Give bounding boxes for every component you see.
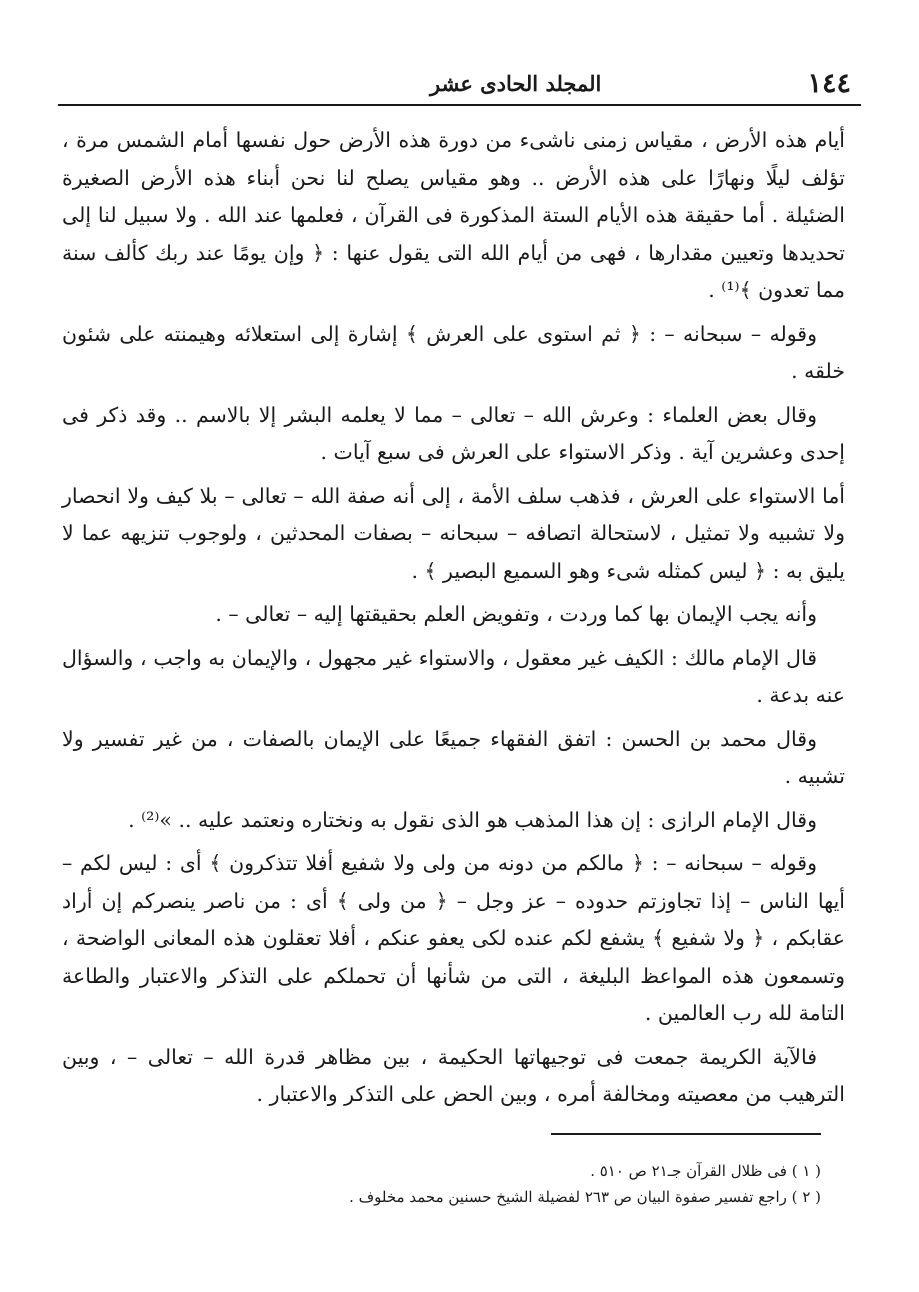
paragraph: فالآية الكريمة جمعت فى توجيهاتها الحكيمة ، بين مظاهر قدرة الله – تعالى – ، وبين الترهيب من معصيته ومخالفة أمره ، وبين الحض على التذكر والاعتبار . bbox=[62, 1044, 845, 1106]
footnotes bbox=[62, 1158, 821, 1210]
paragraph: أما الاستواء على العرش ، فذهب سلف الأمة ، إلى أنه صفة الله – تعالى – بلا كيف ولا انحصار ولا تشبيه ولا تمثيل ، لاستحالة اتصافه – سبحانه – بصفات المحدثين ، ولوجوب تنزيهه عما لا يليق به : ﴿ ليس كمثله شىء وهو السميع البصير ﴾ . bbox=[62, 483, 845, 583]
paragraph: وقوله – سبحانه – : ﴿ مالكم من دونه من ولى ولا شفيع أفلا تتذكرون ﴾ أى : ليس لكم – أيها الناس – إذا تجاوزتم حدوده – عز وجل – ﴿ من ولى ﴾ أى : من ناصر ينصركم إن أراد عقابكم ، ﴿ ولا شفيع ﴾ يشفع لكم عنده لكى يعفو عنكم ، أفلا تعقلون هذه المعانى الواضحة ، وتسمعون هذه المواعظ البليغة ، التى من شأنها أن تحملكم على التذكر والاعتبار والطاعة التامة لله رب العالمين . bbox=[62, 851, 845, 1025]
paragraph: قال الإمام مالك : الكيف غير معقول ، والاستواء غير مجهول ، والإيمان به واجب ، والسؤال عنه بدعة . bbox=[62, 645, 845, 707]
footnote-separator bbox=[551, 1133, 821, 1135]
page-header bbox=[60, 66, 859, 102]
footnote: ( ١ ) فى ظلال القرآن جـ٢١ ص ٥١٠ . bbox=[590, 1162, 821, 1180]
header-rule bbox=[58, 104, 861, 106]
main-text bbox=[62, 122, 845, 1120]
footnote: ( ٢ ) راجع تفسير صفوة البيان ص ٢٦٣ لفضيلة الشيخ حسنين محمد مخلوف . bbox=[349, 1188, 821, 1206]
paragraph: وأنه يجب الإيمان بها كما وردت ، وتفويض العلم بحقيقتها إليه – تعالى – . bbox=[215, 602, 817, 626]
page-number: ١٤٤ bbox=[807, 68, 851, 99]
paragraph: وقال محمد بن الحسن : اتفق الفقهاء جميعًا على الإيمان بالصفات ، من غير تفسير ولا تشبيه . bbox=[62, 726, 845, 788]
paragraph: وقوله – سبحانه – : ﴿ ثم استوى على العرش ﴾ إشارة إلى استعلائه وهيمنته على شئون خلقه . bbox=[62, 321, 845, 383]
paragraph: وقال الإمام الرازى : إن هذا المذهب هو الذى نقول به ونختاره ونعتمد عليه .. »⁽²⁾ . bbox=[128, 807, 817, 832]
paragraph: أيام هذه الأرض ، مقياس زمنى ناشىء من دورة هذه الأرض حول نفسها أمام الشمس مرة ، تؤلف ليلًا ونهارًا على هذه الأرض .. وهو مقياس يصلح لنا نحن أبناء هذه الأرض الصغيرة الضئيلة . أما حقيقة هذه الأيام الستة المذكورة فى القرآن ، فعلمها عند الله . ولا سبيل لنا إلى تحديدها وتعيين مقدارها ، فهى من أيام الله التى يقول عنها : ﴿ وإن يومًا عند ربك كألف سنة مما تعدون ﴾⁽¹⁾ . bbox=[62, 128, 845, 302]
running-title: المجلد الحادى عشر bbox=[430, 71, 602, 96]
paragraph: وقال بعض العلماء : وعرش الله – تعالى – مما لا يعلمه البشر إلا بالاسم .. وقد ذكر فى إحدى وعشرين آية . وذكر الاستواء على العرش فى سبع آيات . bbox=[62, 402, 845, 464]
